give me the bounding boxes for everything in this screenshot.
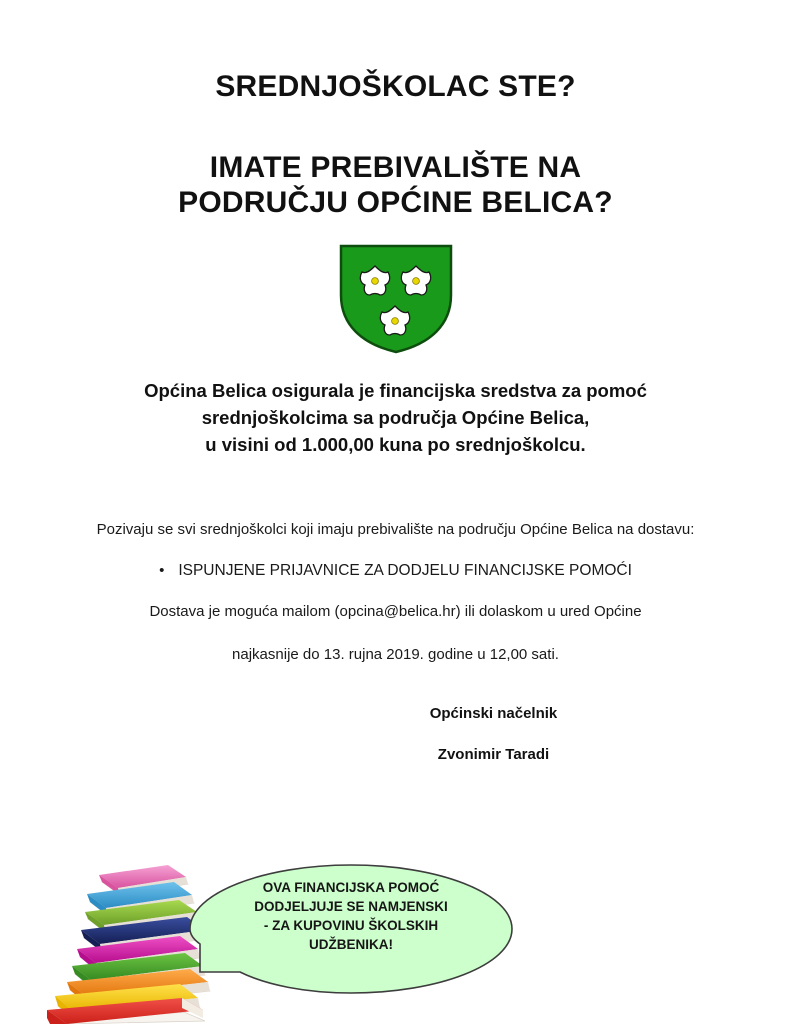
heading-line-1: SREDNJOŠKOLAC STE?	[215, 70, 576, 103]
callout-line-1: OVA FINANCIJSKA POMOĆ	[262, 880, 440, 895]
requirement-list-item	[0, 562, 791, 580]
body-text	[0, 520, 791, 687]
intro-line-3: u visini od 1.000,00 kuna po srednjoškolcu.	[205, 433, 586, 455]
heading-line-3: PODRUČJU OPĆINE BELICA?	[178, 185, 613, 219]
signature-block	[0, 705, 791, 763]
invitation-line: Pozivaju se svi srednjoškolci koji imaju prebivalište na području Općine Belica na dostavu:	[96, 521, 695, 538]
callout-bubble	[186, 862, 516, 1002]
callout-line-4: UDŽBENIKA!	[309, 937, 393, 953]
deadline-line: najkasnije do 13. rujna 2019. godine u 12,00 sati.	[232, 645, 559, 663]
signatory-name: Zvonimir Taradi	[437, 746, 550, 763]
heading-line-2: IMATE PREBIVALIŠTE NA	[209, 150, 582, 184]
callout-line-3: - ZA KUPOVINU ŠKOLSKIH	[263, 918, 439, 934]
coat-of-arms-container	[0, 243, 791, 360]
intro-paragraph	[0, 378, 791, 458]
heading-spacer	[0, 105, 791, 151]
belica-coat-of-arms-icon	[338, 243, 454, 355]
intro-line-2: srednjoškolcima sa područja Općine Belica,	[201, 406, 590, 428]
requirement-text: ISPUNJENE PRIJAVNICE ZA DODJELU FINANCIJSKE POMOĆI	[178, 562, 632, 580]
callout-line-2: DODJELJUJE SE NAMJENSKI	[254, 899, 448, 915]
poster-headings	[0, 70, 791, 220]
signature-inner	[430, 705, 558, 763]
delivery-line: Dostava je moguća mailom (opcina@belica.hr) ili dolaskom u ured Općine	[149, 603, 642, 621]
bullet-icon: •	[159, 562, 165, 580]
intro-line-1: Općina Belica osigurala je financijska sredstva za pomoć	[144, 380, 647, 401]
signatory-role: Općinski načelnik	[429, 705, 558, 722]
